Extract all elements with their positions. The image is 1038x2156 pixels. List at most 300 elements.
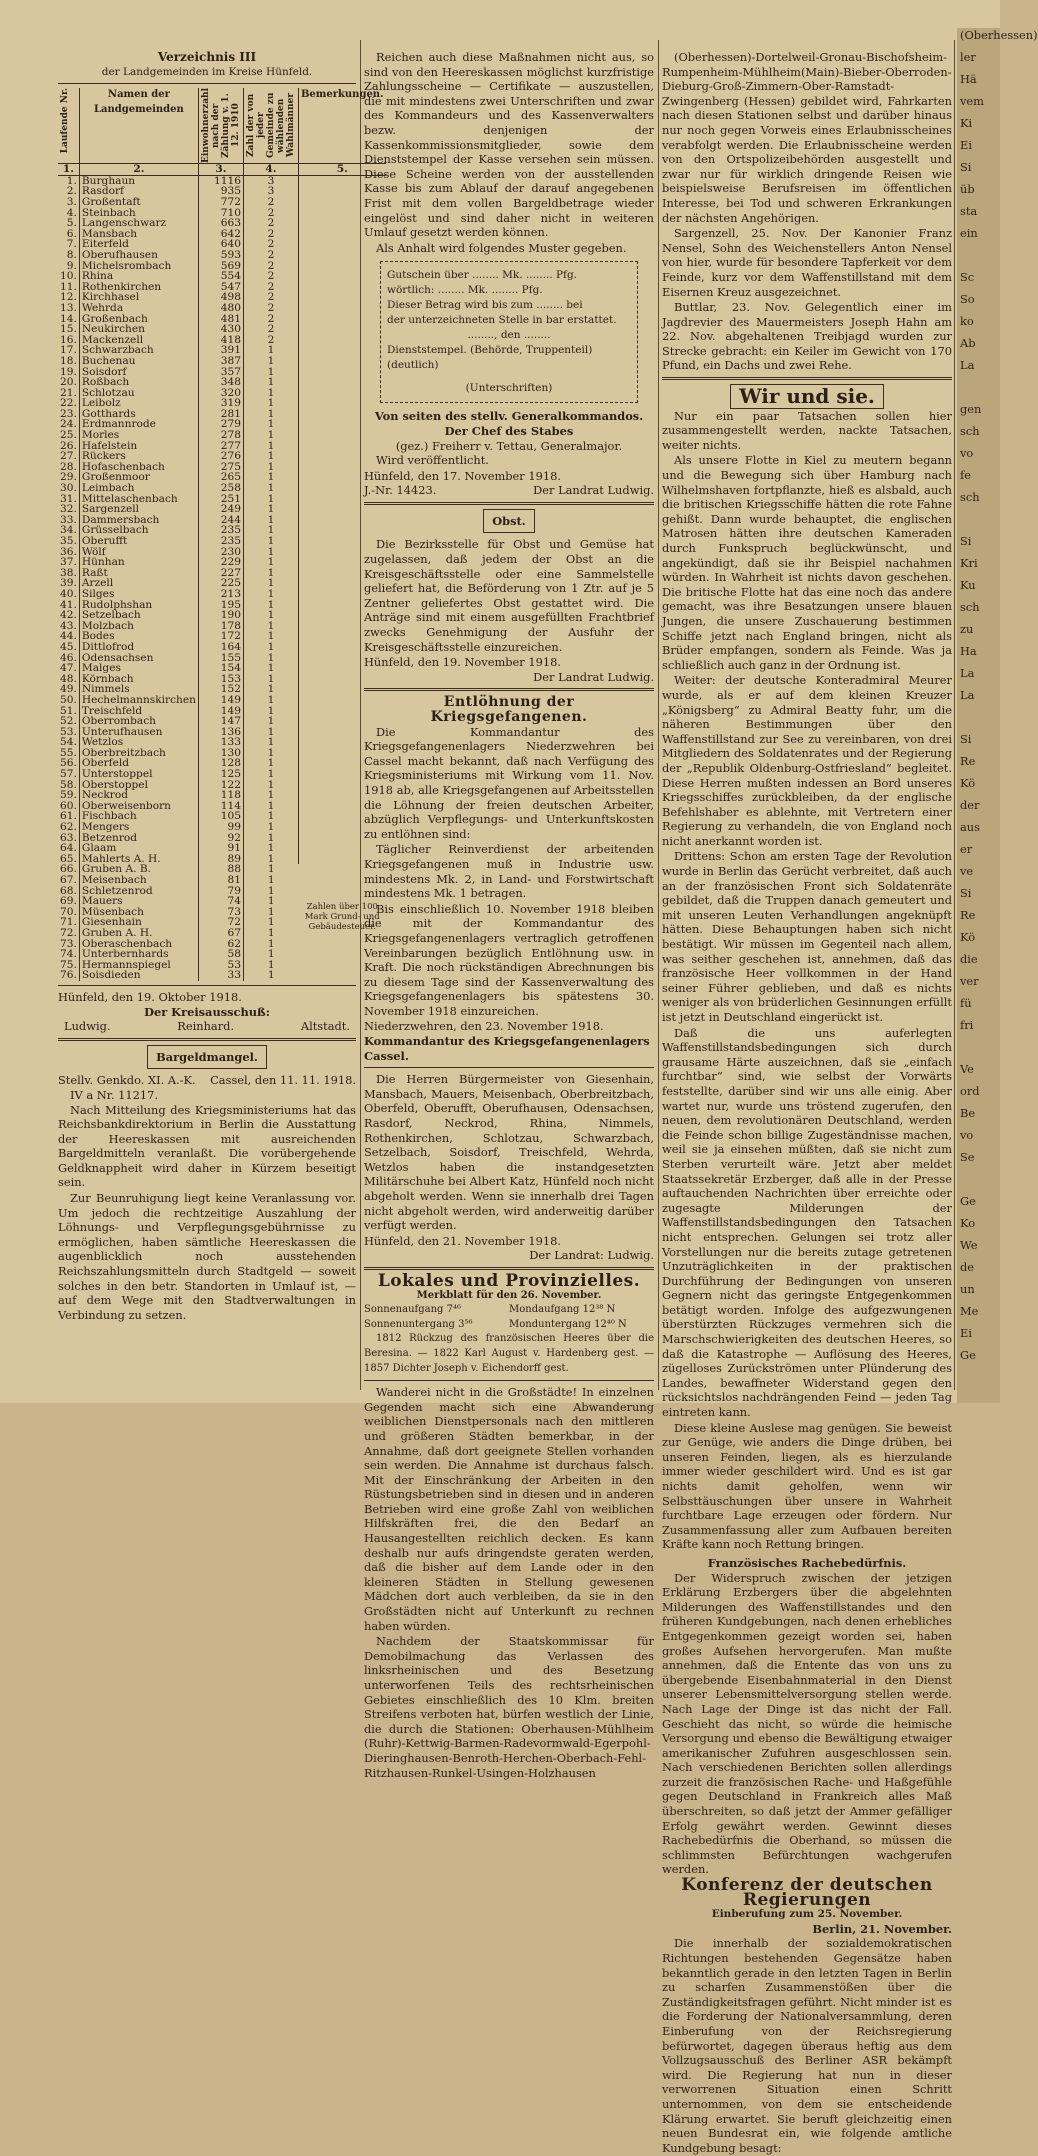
row-name: Oberufft (79, 536, 198, 547)
cropped-line: La (960, 666, 975, 680)
row-zahl: 1 (243, 547, 298, 558)
row-einw: 319 (198, 398, 243, 409)
cropped-line: Be (960, 1106, 976, 1120)
row-einw: 251 (198, 494, 243, 505)
row-name: Hechelmannskirchen (79, 695, 198, 706)
row-nr: 44. (58, 631, 79, 642)
row-zahl: 1 (243, 610, 298, 621)
cropped-line: ler (960, 50, 976, 64)
cropped-line: Re (960, 908, 976, 922)
row-einw: 935 (198, 186, 243, 197)
row-einw: 663 (198, 218, 243, 229)
cropped-line: So (960, 292, 975, 306)
row-zahl: 1 (243, 578, 298, 589)
row-name: Leimbach (79, 483, 198, 494)
cropped-line: Si (960, 732, 972, 746)
column-1 (58, 50, 384, 1323)
row-einw: 152 (198, 684, 243, 695)
row-einw: 1116 (198, 175, 243, 186)
row-einw: 348 (198, 377, 243, 388)
sign-line: (gez.) Freiherr v. Tettau, Generalmajor. (395, 438, 623, 453)
row-einw: 58 (198, 949, 243, 960)
row-zahl: 1 (243, 684, 298, 695)
row-zahl: 1 (243, 430, 298, 441)
row-einw: 81 (198, 875, 243, 886)
row-name: Hofaschenbach (79, 462, 198, 473)
table-row (58, 303, 386, 314)
row-einw: 190 (198, 610, 243, 621)
row-einw: 230 (198, 547, 243, 558)
row-einw: 593 (198, 250, 243, 261)
cropped-line: Si (960, 534, 972, 548)
row-name: Oberstoppel (79, 780, 198, 791)
row-zahl: 1 (243, 748, 298, 759)
row-einw: 710 (198, 208, 243, 219)
paragraph: Als unsere Flotte in Kiel zu meutern begann und die Bewegung sich über Hamburg nach Wilhelmshaven fortpflanzte, hieß es alsbald, auch die britischen Kriegsschiffe hätten die rote Fahne gehißt. Dann wurde behauptet, die englischen Matrosen hätten ihre deutschen Kameraden durch Funkspruch beglückwünscht, und angekündigt, daß sie ihr Beispiel nachahmen würden. In Wahrheit ist nichts davon geschehen. Die britische Flotte hat das eine noch das andere gemacht, was ihre Besatzungen unsere blauen Jungen, die unsere Zuschauerung bestimmen Schiffe jetzt nach England bringen, nicht als Brüder empfangen, sondern als Feinde. Was ja schließlich auch ganz in der Ordnung ist. (662, 453, 952, 672)
row-zahl: 1 (243, 631, 298, 642)
row-nr: 25. (58, 430, 79, 441)
cropped-line: sta (960, 204, 978, 218)
row-zahl: 1 (243, 568, 298, 579)
row-nr: 70. (58, 907, 79, 918)
date-line: Niederzwehren, den 23. November 1918. (364, 1019, 604, 1034)
row-nr: 38. (58, 568, 79, 579)
row-name: Rudolphshan (79, 600, 198, 611)
pub-line (364, 483, 654, 498)
row-zahl: 1 (243, 472, 298, 483)
row-einw: 418 (198, 335, 243, 346)
row-zahl: 1 (243, 483, 298, 494)
cropped-line: gen (960, 402, 982, 416)
row-einw: 164 (198, 642, 243, 653)
row-nr: 57. (58, 769, 79, 780)
row-nr: 39. (58, 578, 79, 589)
row-zahl: 2 (243, 218, 298, 229)
paragraph: (Oberhessen)-Dortelweil-Gronau-Bischofsheim-Rumpenheim-Mühlheim(Main)-Bieber-Oberroden-Dieburg-Groß-Zimmern-Ober-Ramstadt-Zwingenberg (Hessen) gebildet wird, Fahrkarten nach diesen Stationen selbst und darüber hinaus nur noch gegen Vorweis eines Erlaubnisscheines verabfolgt werden. Die Erlaubnisscheine werden von den Ortspolizeibehörden ausgestellt und zwar nur für wirklich dringende Reisen wie beispielsweise Berufsreisen im öffentlichen Interesse, bei Tod und schweren Erkrankungen der nächsten Angehörigen. (662, 50, 952, 225)
row-nr: 58. (58, 780, 79, 791)
row-einw: 128 (198, 758, 243, 769)
row-einw: 155 (198, 653, 243, 664)
list-title: Verzeichnis III (157, 50, 257, 64)
row-zahl: 3 (243, 175, 298, 186)
cropped-line: Ki (960, 116, 973, 130)
row-einw: 227 (198, 568, 243, 579)
row-nr: 6. (58, 229, 79, 240)
column-4-cropped (957, 28, 1038, 1403)
row-name: Gotthards (79, 409, 198, 420)
kreis-title: Der Kreisausschuß: (144, 1004, 270, 1019)
sig-right: Altstadt. (300, 1019, 350, 1034)
row-nr: 67. (58, 875, 79, 886)
list-subtitle: der Landgemeinden im Kreise Hünfeld. (101, 65, 313, 78)
row-name: Oberfeld (79, 758, 198, 769)
row-name: Wehrda (79, 303, 198, 314)
row-zahl: 1 (267, 937, 275, 950)
row-nr: 60. (58, 801, 79, 812)
cropped-line: ord (960, 1084, 980, 1098)
row-nr: 22. (58, 398, 79, 409)
row-nr: 9. (58, 261, 79, 272)
row-zahl: 1 (243, 822, 298, 833)
cropped-line: ko (960, 314, 974, 328)
date-line: Hünfeld, den 19. November 1918. (364, 655, 561, 670)
paragraph: Reichen auch diese Maßnahmen nicht aus, so sind von den Heereskassen möglichst kurzfristige Zahlungsscheine — Certifikate — auszustellen, die mit mindestens zwei Unterschriften und zwar des Kommandeurs und des Kassenverwalters bezw. denjenigen der Kassenkommissionsmitglieder, sowie dem Dienststempel der Kasse versehen sein müssen. Diese Scheine werden von der ausstellenden Kasse bis zum Ablauf der darauf angegebenen Frist mit dem vollen Bargeldbetrage wieder eingelöst und sind daher nicht in weiteren Umlauf gesetzt werden können. (364, 50, 654, 240)
sig-line: Kommandantur des Kriegsgefangenenlagers Cassel. (364, 1034, 650, 1063)
row-name: Wetzlos (79, 737, 198, 748)
row-einw: 118 (198, 790, 243, 801)
th-einw: Einwohnerzahl nach der Zählung v. 1. 12. 1910 (198, 88, 243, 164)
row-einw: 244 (198, 515, 243, 526)
section-box-obst: Obst. (483, 509, 535, 534)
cropped-line: ver (960, 974, 979, 988)
row-name: Glaam (79, 843, 198, 854)
municipality-table (58, 88, 386, 981)
row-einw: 640 (198, 239, 243, 250)
row-zahl: 2 (243, 239, 298, 250)
row-einw: 430 (198, 324, 243, 335)
row-zahl: 1 (267, 916, 275, 929)
paragraph: Sargenzell, 25. Nov. Der Kanonier Franz Nensel, Sohn des Weichenstellers Anton Nensel von hier, wurde für besondere Tapferkeit vor dem Feinde, kurz vor dem Waffenstillstand mit dem Eisernen Kreuz ausgezeichnet. (662, 226, 952, 299)
row-nr: 23. (58, 409, 79, 420)
row-einw: 53 (198, 960, 243, 971)
form-line: wörtlich: ........ Mk. ........ Pfg. (387, 284, 543, 297)
row-name: Molzbach (79, 621, 198, 632)
row-zahl: 2 (243, 229, 298, 240)
row-zahl: 2 (243, 271, 298, 282)
row-zahl: 1 (243, 801, 298, 812)
row-zahl: 2 (243, 324, 298, 335)
row-zahl: 3 (243, 186, 298, 197)
row-name: Gruben A. H. (79, 928, 198, 939)
row-einw: 99 (198, 822, 243, 833)
row-name: Rothenkirchen (79, 282, 198, 293)
row-nr: 52. (58, 716, 79, 727)
row-nr: 28. (58, 462, 79, 473)
cropped-line: ein (960, 226, 978, 240)
row-name: Mengers (79, 822, 198, 833)
row-nr: 61. (58, 811, 79, 822)
row-einw: 276 (198, 451, 243, 462)
row-einw: 149 (198, 706, 243, 717)
stelle: Stellv. Genkdo. XI. A.-K. (58, 1073, 196, 1088)
paragraph: Wanderei nicht in die Großstädte! In einzelnen Gegenden macht sich eine Abwanderung weiblichen Dienstpersonals nach den mittleren und größeren Städten bemerkbar, in der Annahme, daß dort geeignete Stellen vorhanden sein werden. Die Annahme ist durchaus falsch. Mit der Einschränkung der Arbeiten in den Rüstungsbetrieben sind in diesen und in anderen Betrieben wird eine große Zahl von weiblichen Hilfskräften frei, die den Bedarf an Hausangestellten reichlich decken. Es kann deshalb nur aufs dringendste geraten werden, daß die bisher auf dem Lande oder in den kleineren Städten in Stellung gewesenen Mädchen dort auch verbleiben, da sie in den Großstädten nicht auf Unterkunft zu rechnen haben würden. (364, 1385, 654, 1633)
row-name: Rückers (79, 451, 198, 462)
row-einw: 279 (198, 419, 243, 430)
form-line: der unterzeichneten Stelle in bar erstattet. (387, 314, 617, 327)
row-zahl: 1 (267, 948, 275, 961)
row-name: Oberweisenborn (79, 801, 198, 812)
row-nr: 62. (58, 822, 79, 833)
cropped-line (957, 512, 1000, 534)
paragraph: Bis einschließlich 10. November 1918 bleiben die mit der Kommandantur des Kriegsgefangenenlagers vertraglich getroffenen Vereinbarungen bezüglich Entlöhnung usw. in Kraft. Die noch rückständigen Abrechnungen bis zu diesem Tage sind der Kassenverwaltung des Kriegsgefangenenlagers bis spätestens 30. November 1918 einzureichen. (364, 901, 654, 1018)
row-nr: 19. (58, 367, 79, 378)
cropped-line: Si (960, 886, 972, 900)
cropped-line: de (960, 1260, 975, 1274)
cropped-line: Me (960, 1304, 979, 1318)
row-name: Wölf (79, 547, 198, 558)
cropped-line: vem (960, 94, 984, 108)
row-nr: 55. (58, 748, 79, 759)
row-einw: 278 (198, 430, 243, 441)
cropped-line: un (960, 1282, 975, 1296)
cropped-line: der (960, 798, 980, 812)
row-nr: 18. (58, 356, 79, 367)
row-name: Schlotzau (79, 388, 198, 399)
paragraph: Nachdem der Staatskommissar für Demobilmachung das Verlassen des linksrheinischen und des Besetzung unterworfenen Teils des rechtsrheinischen Gebietes einschließlich des 10 Klm. breiten Streifens verboten hat, bürfen westlich der Linie, die durch die Stationen: Oberhausen-Mühlheim (Ruhr)-Kettwig-Barmen-Radevormwald-Egerpohl-Dieringhausen-Benroth-Herchen-Oberbach-Fehl-Ritzhausen-Runkel-Usingen-Holzhausen (364, 1634, 654, 1780)
pub-nr: J.-Nr. 14423. (364, 483, 437, 498)
cropped-line (957, 1040, 1000, 1062)
row-nr: 20. (58, 377, 79, 388)
row-zahl: 1 (243, 621, 298, 632)
row-zahl: 1 (267, 874, 275, 887)
konf-date: Berlin, 21. November. (812, 1921, 952, 1936)
row-zahl: 1 (243, 653, 298, 664)
row-name: Soisdieden (79, 970, 198, 981)
row-nr: 63. (58, 833, 79, 844)
row-name: Großenbach (79, 314, 198, 325)
row-einw: 213 (198, 589, 243, 600)
divider (364, 688, 654, 691)
cropped-line: Ab (960, 336, 976, 350)
form-line: (deutlich) (387, 359, 439, 372)
row-einw: 72 (198, 917, 243, 928)
row-name: Steinbach (79, 208, 198, 219)
row-einw: 235 (198, 525, 243, 536)
cropped-line (957, 1172, 1000, 1194)
row-einw: 391 (198, 345, 243, 356)
cropped-line: zu (960, 622, 974, 636)
row-einw: 74 (198, 896, 243, 907)
row-zahl: 1 (243, 769, 298, 780)
row-nr: 16. (58, 335, 79, 346)
row-zahl: 1 (243, 780, 298, 791)
cropped-line: Ha (960, 644, 977, 658)
form-line: Dienststempel. (Behörde, Truppenteil) (387, 344, 593, 357)
paragraph: Weiter: der deutsche Konteradmiral Meurer wurde, als er auf dem kleinen Kreuzer „Königsberg“ zu Admiral Beatty fuhr, um die näheren Bestimmungen über den Waffenstillstand zur See zu vereinbaren, von drei Mitgliedern des Soldatenrates und der Regierung der „Republik Oldenburg-Ostfriesland“ begleitet. Diese Herren mußten indessen an Bord unseres Kriegsschiffes zurückbleiben, da der englische Befehlshaber es ablehnte, mit Vertretern einer Regierung zu verhandeln, die von England noch nicht anerkannt worden ist. (662, 673, 952, 848)
paragraph: Die Herren Bürgermeister von Giesenhain, Mansbach, Mauers, Meisenbach, Oberbreitzbach, Oberfeld, Oberufft, Oberufhausen, Odensachsen, Rasdorf, Neckrod, Rhina, Nimmels, Rothenkirchen, Schlotzau, Schwarzbach, Setzelbach, Soisdorf, Treischfeld, Wehrda, Wetzlos haben die instandgesetzten Militärschuhe bei Albert Katz, Hünfeld noch nicht abgeholt werden. Wenn sie innerhalb drei Tagen nicht abgeholt werden, wird anderweitig darüber verfügt werden. (364, 1072, 654, 1233)
table-row (58, 589, 386, 600)
row-name: Treischfeld (79, 706, 198, 717)
row-nr: 50. (58, 695, 79, 706)
row-zahl: 1 (243, 663, 298, 674)
row-zahl: 1 (243, 811, 298, 822)
row-zahl: 1 (243, 716, 298, 727)
row-name: Fischbach (79, 811, 198, 822)
paragraph: Der Widerspruch zwischen der jetzigen Erklärung Erzbergers über die abgelehnten Milderungen des Waffenstillstandes und den früheren Kundgebungen, nach denen erhebliches Entgegenkommen gezeigt worden sei, haben großes Aufsehen hervorgerufen. Man mußte annehmen, daß die Entente das von uns zu übergebende Eisenbahnmaterial in den Dienst unserer Lebensmittelversorgung stellen werde. Nach Lage der Dinge ist das nicht der Fall. Geschieht das nicht, so würde die heimische Versorgung und ebenso die Bewältigung etwaiger amerikanischer Zufuhren ausgeschlossen sein. Nach verschiedenen Berichten sollen allerdings zurzeit die französischen Rache- und Haßgefühle gegen Deutschland in Frankreich alles Maß überschreiten, so daß jetzt der Ammer gefälliger Erfolg gewährt werden. Gewinnt dieses Rachebedürfnis die Oberhand, so müssen die schlimmsten Befürchtungen wachgerufen werden. (662, 1570, 952, 1877)
row-nr: 33. (58, 515, 79, 526)
row-nr: 2. (58, 186, 79, 197)
table-row (58, 642, 386, 653)
row-einw: 387 (198, 356, 243, 367)
paragraph: Die innerhalb der sozialdemokratischen Richtungen bestehenden Gegensätze haben bekanntlich gerade in den letzten Tagen in Berlin zu scharfen Zusammenstößen über die Zuständigkeitsfragen geführt. Nicht minder ist es die Forderung der Nationalversammlung, deren Einberufung von der Reichsregierung befürwortet, dagegen überaus heftig aus dem Vollzugsausschuß des Berliner ASR bekämpft wird. Die Regierung hat nun in dieser verworrenen Situation einen Schritt unternommen, von dem sie entscheidende Klärung erwartet. Sie beruft gleichzeitig einen neuen Bundesrat ein, wie folgende amtliche Kundgebung besagt: (662, 1936, 952, 2155)
row-nr: 42. (58, 610, 79, 621)
row-zahl: 1 (243, 398, 298, 409)
row-name: Unterbernhards (79, 949, 198, 960)
row-zahl: 1 (243, 345, 298, 356)
row-name: Erdmannrode (79, 419, 198, 430)
row-nr: 59. (58, 790, 79, 801)
cropped-line: ve (960, 864, 974, 878)
row-name: Burghaun (79, 175, 198, 186)
astro-cell: Monduntergang 12⁴⁰ N (509, 1318, 627, 1330)
heading-wir-und-sie: Wir und sie. (730, 384, 884, 409)
cropped-line (957, 710, 1000, 732)
divider (58, 83, 356, 84)
row-zahl: 1 (243, 727, 298, 738)
sign-line: Von seiten des stellv. Generalkommandos. (374, 409, 644, 424)
cropped-line: sch (960, 600, 980, 614)
row-nr: 47. (58, 663, 79, 674)
row-name: Giesenhain (79, 917, 198, 928)
row-zahl: 1 (243, 377, 298, 388)
th-name: Namen der Landgemeinden (79, 88, 198, 164)
cropped-line: (Oberhessen) (960, 28, 1038, 42)
row-zahl: 1 (243, 367, 298, 378)
row-nr: 4. (58, 208, 79, 219)
cropped-line: die (960, 952, 978, 966)
row-zahl: 1 (267, 895, 275, 908)
row-nr: 66. (58, 864, 79, 875)
row-name: Gruben A. B. (79, 864, 198, 875)
row-name: Mauers (79, 896, 198, 907)
cropped-line: Kri (960, 556, 978, 570)
row-nr: 49. (58, 684, 79, 695)
row-einw: 73 (198, 907, 243, 918)
cropped-line: Ei (960, 1326, 972, 1340)
row-zahl: 1 (267, 863, 275, 876)
row-einw: 105 (198, 811, 243, 822)
row-nr: 41. (58, 600, 79, 611)
bem-note: Zahlen über 100 Mark Grund- und Gebäudesteuer. (304, 902, 380, 933)
row-name: Neukirchen (79, 324, 198, 335)
row-zahl: 1 (243, 356, 298, 367)
row-zahl: 2 (243, 282, 298, 293)
table-row (58, 695, 386, 706)
paragraph: Diese kleine Auslese mag genügen. Sie beweist zur Genüge, wie anders die Dinge drüben, bei unseren Feinden, liegen, als es hierzulande immer wieder geschildert wird. Und es ist gar nichts damit geholfen, wenn wir Selbsttäuschungen über unsere in Wahrheit furchtbare Lage erzeugen oder fördern. Nur Zusammenfassung aller zum Aufbauen bereiten Kräfte kann noch Rettung bringen. (662, 1420, 952, 1552)
cropped-line: vo (960, 446, 974, 460)
cropped-line: Ku (960, 578, 976, 592)
row-nr: 12. (58, 292, 79, 303)
row-zahl: 2 (243, 250, 298, 261)
row-name: Malges (79, 663, 198, 674)
row-name: Rasdorf (79, 186, 198, 197)
row-nr: 27. (58, 451, 79, 462)
row-name: Unterufhausen (79, 727, 198, 738)
row-einw: 172 (198, 631, 243, 642)
row-zahl: 1 (267, 884, 275, 897)
heading-konferenz: Konferenz der deutschen Regierungen (681, 1875, 933, 1910)
row-name: Hünhan (79, 557, 198, 568)
row-nr: 56. (58, 758, 79, 769)
row-zahl: 2 (243, 261, 298, 272)
row-nr: 36. (58, 547, 79, 558)
row-einw: 133 (198, 737, 243, 748)
sign-line: Der Chef des Stabes (444, 423, 574, 438)
th-zahl: Zahl der von jeder Gemeinde zu wählenden Wahlmänner (243, 88, 298, 164)
row-name: Dittlofrod (79, 642, 198, 653)
sig-left: Ludwig. (64, 1019, 111, 1034)
row-einw: 89 (198, 854, 243, 865)
row-nr: 8. (58, 250, 79, 261)
table-row (58, 250, 386, 261)
row-name: Oberbreitzbach (79, 748, 198, 759)
row-zahl: 2 (243, 303, 298, 314)
cropped-line: We (960, 1238, 978, 1252)
row-name: Grüsselbach (79, 525, 198, 536)
row-name: Meisenbach (79, 875, 198, 886)
row-zahl: 2 (243, 208, 298, 219)
row-nr: 34. (58, 525, 79, 536)
heading-entloehnung: Entlöhnung der Kriegsgefangenen. (430, 694, 588, 725)
row-nr: 75. (58, 960, 79, 971)
cropped-line: Ko (960, 1216, 976, 1230)
cropped-line: aus (960, 820, 980, 834)
stelle-line (58, 1073, 356, 1088)
row-name: Morles (79, 430, 198, 441)
history-note: 1812 Rückzug des französischen Heeres über die Beresina. — 1822 Karl August v. Hardenberg gest. — 1857 Dichter Joseph v. Eichendorff gest. (364, 1333, 654, 1374)
cropped-line: sch (960, 490, 980, 504)
paragraph: Daß die uns auferlegten Waffenstillstandsbedingungen sich durch grausame Härte auszeichnen, daß sie „einfach furchtbar“ sind, wie selbst der Vorwärts feststellte, darüber sind wir uns alle einig. Aber wartet nur, wurde uns tröstend zugerufen, den neuen, dem revolutionären Deutschland, werden die Feinde schon billige Zugeständnisse machen, weil sie ja einsehen müßten, daß sie nicht zum Sterben verurteilt wäre. Jetzt aber meldet Staatssekretär Erzberger, daß alle in der Presse auftauchenden Nachrichten über erreichte oder zugesagte Milderungen der Waffenstillstandsbedingungen den Tatsachen nicht entsprechen. Gelungen sei trotz aller Vorstellungen nur die bereits zutage getretenen Unzuträglichkeiten in der praktischen Durchführung der Bedingungen von unseren Gegnern nicht das geringste Entgegenkommen betätigt worden. Infolge des aufgezwungenen überstürzten Rückzuges vermehren sich die Marschschwierigkeiten des deutschen Heeres, so daß die Katastrophe — Auflösung des Heeres, zügelloses Zurückströmen unter Plünderung des Landes, bewaffneter Widerstand gegen den rücksichtslos nachdrängenden Feind — jeden Tag eintreten kann. (662, 1025, 952, 1420)
row-zahl: 1 (243, 494, 298, 505)
paragraph: Buttlar, 23. Nov. Gelegentlich einer im Jagdrevier des Mauermeisters Joseph Hahn am 22. Nov. abgehaltenen Treibjagd wurden zur Strecke gebracht: ein Keiler im Gewicht von 170 Pfund, ein Dachs und zwei Rehe. (662, 300, 952, 373)
row-zahl: 1 (243, 441, 298, 452)
row-zahl: 1 (243, 462, 298, 473)
column-3 (662, 50, 952, 2156)
row-einw: 195 (198, 600, 243, 611)
row-nr: 37. (58, 557, 79, 568)
row-name: Soisdorf (79, 367, 198, 378)
divider (364, 1067, 654, 1068)
row-einw: 130 (198, 748, 243, 759)
row-name: Nimmels (79, 684, 198, 695)
row-nr: 76. (58, 970, 79, 981)
row-name: Michelsrombach (79, 261, 198, 272)
row-name: Setzelbach (79, 610, 198, 621)
row-name: Mansbach (79, 229, 198, 240)
form-line: ........, den ........ (467, 329, 551, 342)
row-zahl: 1 (243, 600, 298, 611)
row-nr: 1. (58, 175, 79, 186)
date-line: Hünfeld, den 21. November 1918. (364, 1233, 561, 1248)
paragraph: Nur ein paar Tatsachen sollen hier zusammengestellt werden, nackte Tatsachen, weiter nichts. (662, 408, 952, 452)
row-nr: 26. (58, 441, 79, 452)
row-einw: 122 (198, 780, 243, 791)
row-zahl: 1 (243, 854, 298, 865)
row-einw: 281 (198, 409, 243, 420)
row-zahl: 2 (243, 314, 298, 325)
row-einw: 114 (198, 801, 243, 812)
cropped-line: fri (960, 1018, 974, 1032)
row-nr: 31. (58, 494, 79, 505)
row-nr: 45. (58, 642, 79, 653)
row-einw: 88 (198, 864, 243, 875)
row-name: Dammersbach (79, 515, 198, 526)
row-zahl: 1 (243, 589, 298, 600)
astro-cell: Mondaufgang 12³⁸ N (509, 1304, 616, 1316)
form-line: (Unterschriften) (465, 382, 553, 395)
cropped-line: Ei (960, 138, 972, 152)
divider (364, 1267, 654, 1270)
row-nr: 32. (58, 504, 79, 515)
cropped-line: Se (960, 1150, 975, 1164)
cropped-line: üb (960, 182, 975, 196)
row-einw: 92 (198, 833, 243, 844)
column-2 (364, 50, 654, 1781)
row-name: Odensachsen (79, 653, 198, 664)
row-einw: 498 (198, 292, 243, 303)
row-einw: 33 (198, 970, 243, 981)
row-nr: 65. (58, 854, 79, 865)
